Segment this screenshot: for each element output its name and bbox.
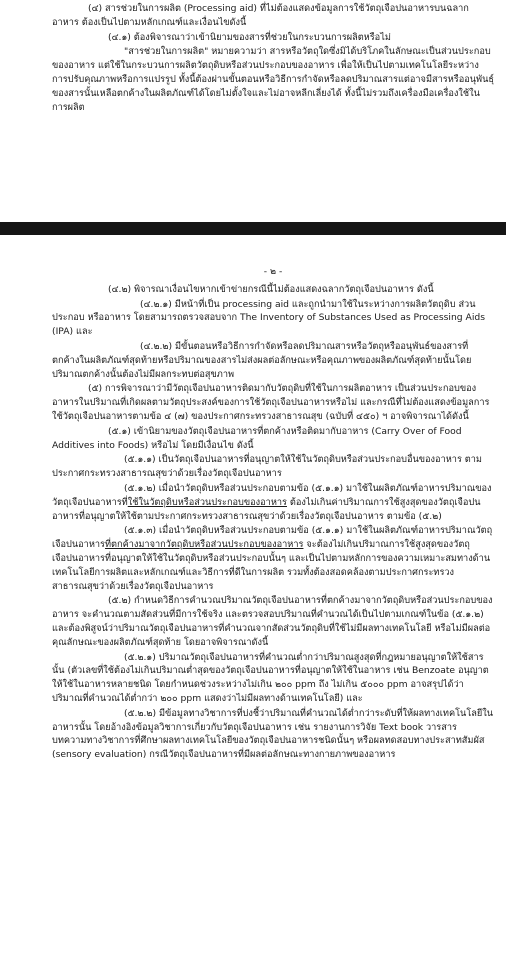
paragraph-5-1-2-underlined: ใช้ในวัตถุดิบหรือส่วนประกอบของอาหาร <box>127 496 287 508</box>
page-divider <box>0 222 506 235</box>
paragraph-5-1-3-part-a: (๕.๑.๓) เมื่อนำวัตถุดิบหรือส่วนประกอบตามข้อ (๕.๑.๑) มาใช้ในผลิตภัณฑ์อาหารปริมาณวัตถุเจือปนอาหาร <box>52 525 493 551</box>
paragraph-5-1: (๕.๑) เข้านิยามของวัตถุเจือปนอาหารที่ตกค้างหรือติดมากับอาหาร (Carry Over of Food Additives into Foods) หรือไม่ โดยมีเงื่อนไข ดังนี้ <box>52 425 462 451</box>
paragraph-5-1-1: (๕.๑.๑) เป็นวัตถุเจือปนอาหารที่อนุญาตให้ใช้ในวัตถุดิบหรือส่วนประกอบอื่นของอาหาร ตามประกาศกระทรวงสาธารณสุขว่าด้วยเรื่องวัตถุเจือปนอาหาร <box>52 454 482 480</box>
document-page-top <box>0 0 506 222</box>
paragraph-5-1-3-part-b: จะต้องไม่เกินปริมาณการใช้สูงสุดของวัตถุเจือปนอาหารที่อนุญาตให้ใช้ในวัตถุดิบหรือส่วนประกอบนั้นๆ และเป็นไปตามหลักการของความเหมาะสมทางด้านเทคโนโลยีการผลิตและหลักเกณฑ์และวิธีการที่ดีในการผลิต รวมทั้งต้องสอดคล้องตามประกาศกระทรวงสาธารณสุขว่าด้วยเรื่องวัตถุเจือปนอาหาร <box>52 539 491 592</box>
paragraph-5-1-2-part-a: (๕.๑.๒) เมื่อนำวัตถุดิบหรือส่วนประกอบตามข้อ (๕.๑.๑) มาใช้ในผลิตภัณฑ์อาหารปริมาณของวัตถุเจือปนอาหารที่ <box>52 482 492 508</box>
paragraph-5-1-3-underlined: ที่ตกค้างมาจากวัตถุดิบหรือส่วนประกอบของอาหาร <box>104 539 304 551</box>
paragraph-5-2-1: (๕.๒.๑) ปริมาณวัตถุเจือปนอาหารที่คำนวณต่ำกว่าปริมาณสูงสุดที่กฎหมายอนุญาตให้ใช้สารนั้น (ตัวเลขที่ใช้ต้องไม่เกินปริมาณต่ำสุดของวัตถุเจือปนอาหารที่อนุญาตให้ใช้ในอาหาร เช่น Benzoate อนุญาตให้ใช้ในอาหารหลายชนิด โดยกำหนดช่วงระหว่างไม่เกิน ๒๐๐ ppm ถึง ไม่เกิน ๕๐๐๐ ppm อาจสรุปได้ว่าปริมาณที่คำนวณได้ต่ำกว่า ๒๐๐ ppm แสดงว่าไม่มีผลทางด้านเทคโนโลยี) และ <box>52 651 489 704</box>
paragraph-5-1-2 <box>52 482 494 523</box>
paragraph-5-1-3 <box>52 524 494 593</box>
page-number: - ๒ - <box>263 266 283 277</box>
paragraph-4: (๔) สารช่วยในการผลิต (Processing aid) ที่ไม่ต้องแสดงข้อมูลการใช้วัตถุเจือปนอาหารบนฉลากอาหาร ต้องเป็นไปตามหลักเกณฑ์และเงื่อนไขดังนี้ <box>52 3 469 28</box>
paragraph-4-1: (๔.๑) ต้องพิจารณาว่าเข้านิยามของสารที่ช่วยในกระบวนการผลิตหรือไม่ <box>108 31 391 43</box>
document-page-bottom <box>0 235 506 960</box>
paragraph-4-2-1: (๔.๒.๑) มีหน้าที่เป็น processing aid และถูกนำมาใช้ในระหว่างการผลิตวัตถุดิบ ส่วนประกอบ หรืออาหาร โดยสามารถตรวจสอบจาก The Inventory of Substances Used as Processing Aids (IPA) และ <box>52 298 485 338</box>
paragraph-5-1-2-part-b: ต้องไม่เกินค่าปริมาณการใช้สูงสุดของวัตถุเจือปนอาหารที่อนุญาตให้ใช้ตามประกาศกระทรวงสาธารณสุขว่าด้วยเรื่องวัตถุเจือปนอาหาร ตามข้อ (๕.๒) <box>52 496 481 522</box>
paragraph-4-2-2: (๔.๒.๒) มีขั้นตอนหรือวิธีการกำจัดหรือลดปริมาณสารหรือวัตถุหรืออนุพันธ์ของสารที่ตกค้างในผลิตภัณฑ์สุดท้ายหรือปริมาณของสารไม่ส่งผลต่อลักษณะหรือคุณภาพของผลิตภัณฑ์สุดท้ายนั้นโดยปริมาณตกค้างนั้นต้องไม่มีผลกระทบต่อสุขภาพ <box>52 340 472 380</box>
paragraph-4-2: (๔.๒) พิจารณาเงื่อนไขหากเข้าข่ายกรณีนี้ไม่ต้องแสดงฉลากวัตถุเจือปนอาหาร ดังนี้ <box>108 283 434 295</box>
paragraph-5: (๕) การพิจารณาว่ามีวัตถุเจือปนอาหารติดมากับวัตถุดิบที่ใช้ในการผลิตอาหาร เป็นส่วนประกอบของอาหารในปริมาณที่เกิดผลตามวัตถุประสงค์ของการใช้วัตถุเจือปนอาหารหรือไม่ และกรณีที่ไม่ต้องแสดงข้อมูลการใช้วัตถุเจือปนอาหารตามข้อ ๔ (๗) ของประกาศกระทรวงสาธารณสุข (ฉบับที่ ๔๕๐) ฯ อาจพิจารณาได้ดังนี้ <box>52 383 490 422</box>
definition-processing-aid: "สารช่วยในการผลิต" หมายความว่า สารหรือวัตถุใดซึ่งมิได้บริโภคในลักษณะเป็นส่วนประกอบของอาหาร แต่ใช้ในกระบวนการผลิตวัตถุดิบหรือส่วนประกอบของอาหาร เพื่อให้เป็นไปตามเทคโนโลยีระหว่างการปรับคุณภาพหรือการแปรรูป ทั้งนี้ต้องผ่านขั้นตอนหรือวิธีการกำจัดหรือลดปริมาณสารแต่อาจมีสารหรืออนุพันธุ์ของสารนั้นเหลือตกค้างในผลิตภัณฑ์ได้โดยไม่ตั้งใจและไม่อาจหลีกเลี่ยงได้ ทั้งนี้ไม่รวมถึงเครื่องมือเครื่องใช้ในการผลิต <box>52 46 494 113</box>
paragraph-5-2: (๕.๒) กำหนดวิธีการคำนวณปริมาณวัตถุเจือปนอาหารที่ตกค้างมาจากวัตถุดิบหรือส่วนประกอบของอาหาร จะคำนวณตามสัดส่วนที่มีการใช้จริง และตรวจสอบปริมาณที่คำนวณได้เป็นไปตามเกณฑ์ในข้อ (๕.๑.๒) และต้องพิสูจน์ว่าปริมาณวัตถุเจือปนอาหารที่คำนวณจากสัดส่วนวัตถุดิบที่ใช้ไม่มีผลทางเทคโนโลยี หรือไม่มีผลต่อคุณลักษณะของผลิตภัณฑ์สุดท้าย โดยอาจพิจารณาดังนี้ <box>52 595 493 648</box>
paragraph-5-2-2: (๕.๒.๒) มีข้อมูลทางวิชาการที่บ่งชี้ว่าปริมาณที่คำนวณได้ต่ำกว่าระดับที่ให้ผลทางเทคโนโลยีในอาหารนั้น โดยอ้างอิงข้อมูลวิชาการเกี่ยวกับวัตถุเจือปนอาหาร เช่น รายงานการวิจัย Text book วารสาร บทความทางวิชาการที่ศึกษาผลทางเทคโนโลยีของวัตถุเจือปนอาหารชนิดนั้นๆ หรือผลทดสอบทางประสาทสัมผัส (sensory evaluation) กรณีวัตถุเจือปนอาหารที่มีผลต่อลักษณะทางกายภาพของอาหาร <box>52 707 494 761</box>
